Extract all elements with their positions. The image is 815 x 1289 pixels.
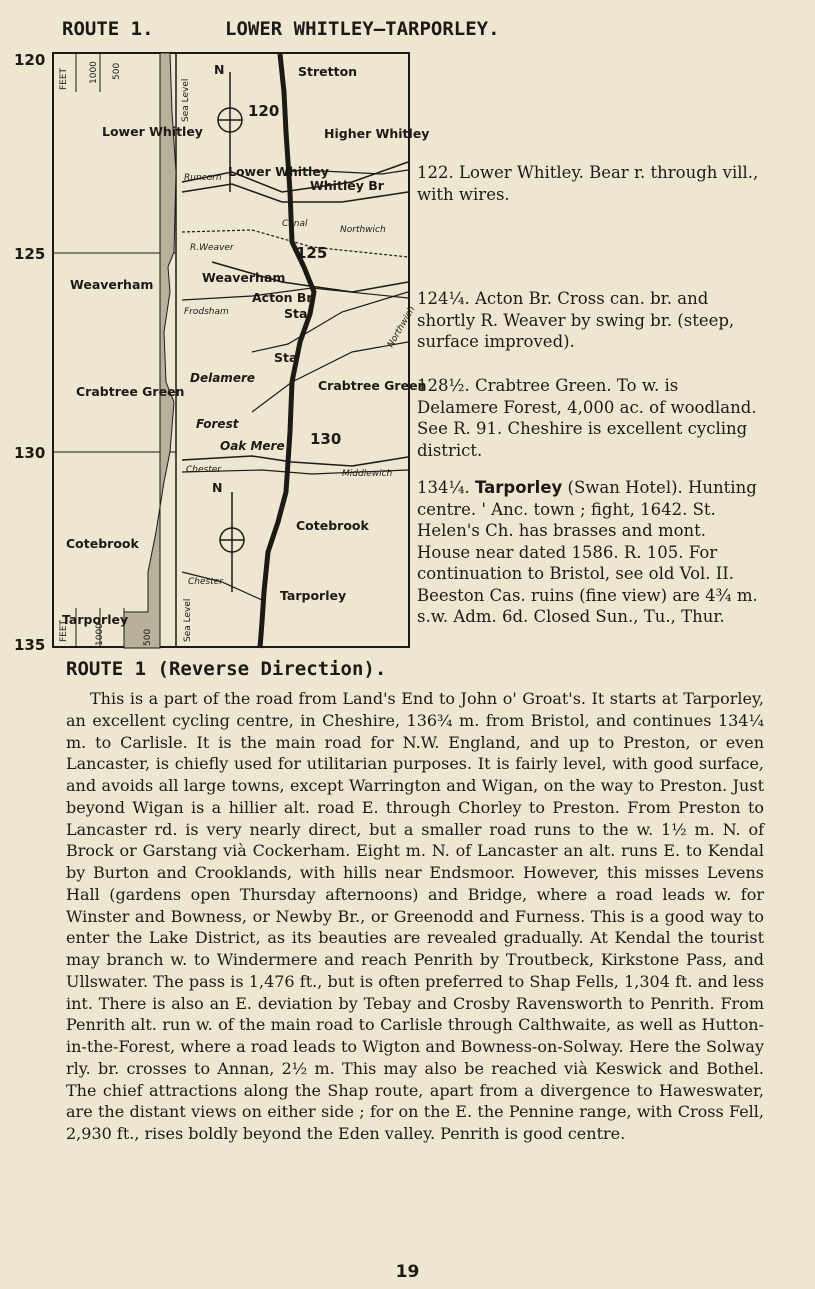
sea-level-top: Sea Level: [181, 78, 191, 122]
place-whitley-br: Whitley Br: [310, 178, 384, 193]
note-text: (Swan Hotel). Hunting centre. ' Anc. town ; fight, 1642. St. Helen's Ch. has brasses and mont. House near dated 1586. R. 105. For continuation to Bristol, see old Vol. II. Beeston Cas. ruins (fine view) are 4¾ m. s.w. Adm. 6d. Closed Sun., Tu., Thur.: [417, 478, 758, 626]
note-acton-br: [417, 288, 762, 353]
place-higher-whitley: Higher Whitley: [324, 126, 430, 141]
reverse-heading: ROUTE 1 (Reverse Direction).: [66, 658, 387, 680]
route-number-130: 130: [310, 430, 342, 448]
scale-feet-top: FEET: [59, 67, 69, 90]
route-number: ROUTE 1.: [62, 18, 154, 40]
note-mileage: 134¼.: [417, 478, 470, 497]
label-runcorn: Runcorn: [184, 173, 222, 183]
profile-label-tarporley: Tarporley: [62, 612, 129, 627]
place-weaverham: Weaverham: [202, 270, 286, 285]
note-lower-whitley: [417, 162, 762, 205]
label-canal: Canal: [282, 219, 308, 229]
place-sta-1: Sta: [284, 306, 308, 321]
profile-label-weaverham: Weaverham: [70, 277, 154, 292]
place-crabtree: Crabtree Green: [318, 378, 427, 393]
scale-500-bottom: 500: [143, 628, 153, 646]
route-map: [52, 52, 430, 650]
route-number-125: 125: [296, 244, 328, 262]
profile-label-lower: Lower Whitley: [102, 124, 203, 139]
note-text: To w. is Delamere Forest, 4,000 ac. of woodland. See R. 91. Cheshire is excellent cycling district.: [417, 376, 757, 460]
note-text: Bear r. through vill., with wires.: [417, 163, 759, 204]
label-middlewich: Middlewich: [342, 469, 393, 479]
map-frame: [53, 53, 409, 647]
place-delamere: Delamere: [190, 371, 256, 385]
route-title: LOWER WHITLEY—TARPORLEY.: [225, 18, 500, 40]
place-tarporley: Tarporley: [280, 588, 347, 603]
note-mileage: 122.: [417, 163, 454, 182]
profile-label-cotebrook: Cotebrook: [66, 536, 139, 551]
note-place: Crabtree Green.: [474, 376, 612, 395]
place-stretton: Stretton: [298, 64, 358, 79]
elevation-profile: [124, 53, 176, 648]
reverse-body: This is a part of the road from Land's End to John o' Groat's. It starts at Tarporley, an excellent cycling centre, in Cheshire, 136¾ m. from Bristol, and continues 134¼ m. to Carlisle. It is the main road for N.W. England, and up to Preston, or even Lancaster, is chiefly used for utilitarian purposes. It is fairly level, with good surface, and avoids all large towns, except Warrington and Wigan, on the way to Preston. Just beyond Wigan is a hillier alt. road E. through Chorley to Preston. From Preston to Lancaster rd. is very nearly direct, but a smaller road runs to the w. 1½ m. N. of Brock or Garstang vià Cockerham. Eight m. N. of Lancaster an alt. runs E. to Kendal by Burton and Crooklands, with hills near Endsmoor. However, this misses Levens Hall (gardens open Thursday afternoons) and Bridge, where a road leads w. for Winster and Bowness, or Newby Br., or Greenodd and Furness. This is a good way to enter the Lake District, as its beauties are revealed gradually. At Kendal the tourist may branch w. to Windermere and reach Penrith by Troutbeck, Kirkstone Pass, and Ullswater. The pass is 1,476 ft., but is often preferred to Shap Fells, 1,304 ft. and less int. There is also an E. deviation by Tebay and Crosby Ravensworth to Penrith. From Penrith alt. run w. of the main road to Carlisle through Calthwaite, as well as Hutton-in-the-Forest, where a road leads to Wigton and Bowness-on-Solway. Here the Solway rly. br. crosses to Annan, 2½ m. This may also be reached vià Keswick and Bothel. The chief attractions along the Shap route, apart from a divergence to Haweswater, are the distant views on either side ; for on the E. the Pennine range, with Cross Fell, 2,930 ft., rises boldly beyond the Eden valley. Penrith is good centre.: [66, 689, 764, 1143]
label-northwich: Northwich: [340, 225, 386, 235]
label-chester: Chester: [186, 465, 221, 475]
note-place: Acton Br.: [474, 289, 553, 308]
note-mileage: 128½.: [417, 376, 470, 395]
north-label-bottom: N: [212, 480, 223, 495]
place-sta-2: Sta: [274, 350, 298, 365]
page-header: [0, 18, 815, 48]
place-cotebrook: Cotebrook: [296, 518, 369, 533]
place-oak-mere: Oak Mere: [220, 439, 285, 453]
place-forest: Forest: [196, 417, 239, 431]
route-number-120: 120: [248, 102, 280, 120]
label-frodsham: Frodsham: [184, 307, 229, 317]
scale-500-top: 500: [112, 62, 122, 80]
sea-level-bottom: Sea Level: [183, 598, 193, 642]
scale-feet-bottom: FEET: [59, 619, 69, 642]
north-label-top: N: [214, 62, 225, 77]
label-northwich-2: Northwich: [385, 304, 418, 350]
note-tarporley: [417, 477, 762, 628]
mile-marker-125: 125: [14, 245, 46, 263]
label-r-weaver: R.Weaver: [190, 243, 234, 253]
note-place: Lower Whitley.: [459, 163, 584, 182]
scale-1000-bottom: 1000: [95, 623, 105, 646]
page-number: 19: [395, 1262, 420, 1282]
mile-marker-135: 135: [14, 636, 46, 654]
scale-1000-top: 1000: [89, 61, 99, 84]
mile-marker-120: 120: [14, 51, 46, 69]
mile-marker-130: 130: [14, 444, 46, 462]
note-place: Tarporley: [474, 478, 563, 497]
note-mileage: 124¼.: [417, 289, 470, 308]
profile-label-crabtree: Crabtree Green: [76, 384, 185, 399]
place-lower-whitley: Lower Whitley: [228, 164, 329, 179]
place-acton-br: Acton Br: [252, 290, 313, 305]
note-text: Cross can. br. and shortly R. Weaver by swing br. (steep, surface improved).: [417, 289, 735, 351]
label-chester-2: Chester: [188, 577, 223, 587]
note-crabtree-green: [417, 375, 762, 461]
